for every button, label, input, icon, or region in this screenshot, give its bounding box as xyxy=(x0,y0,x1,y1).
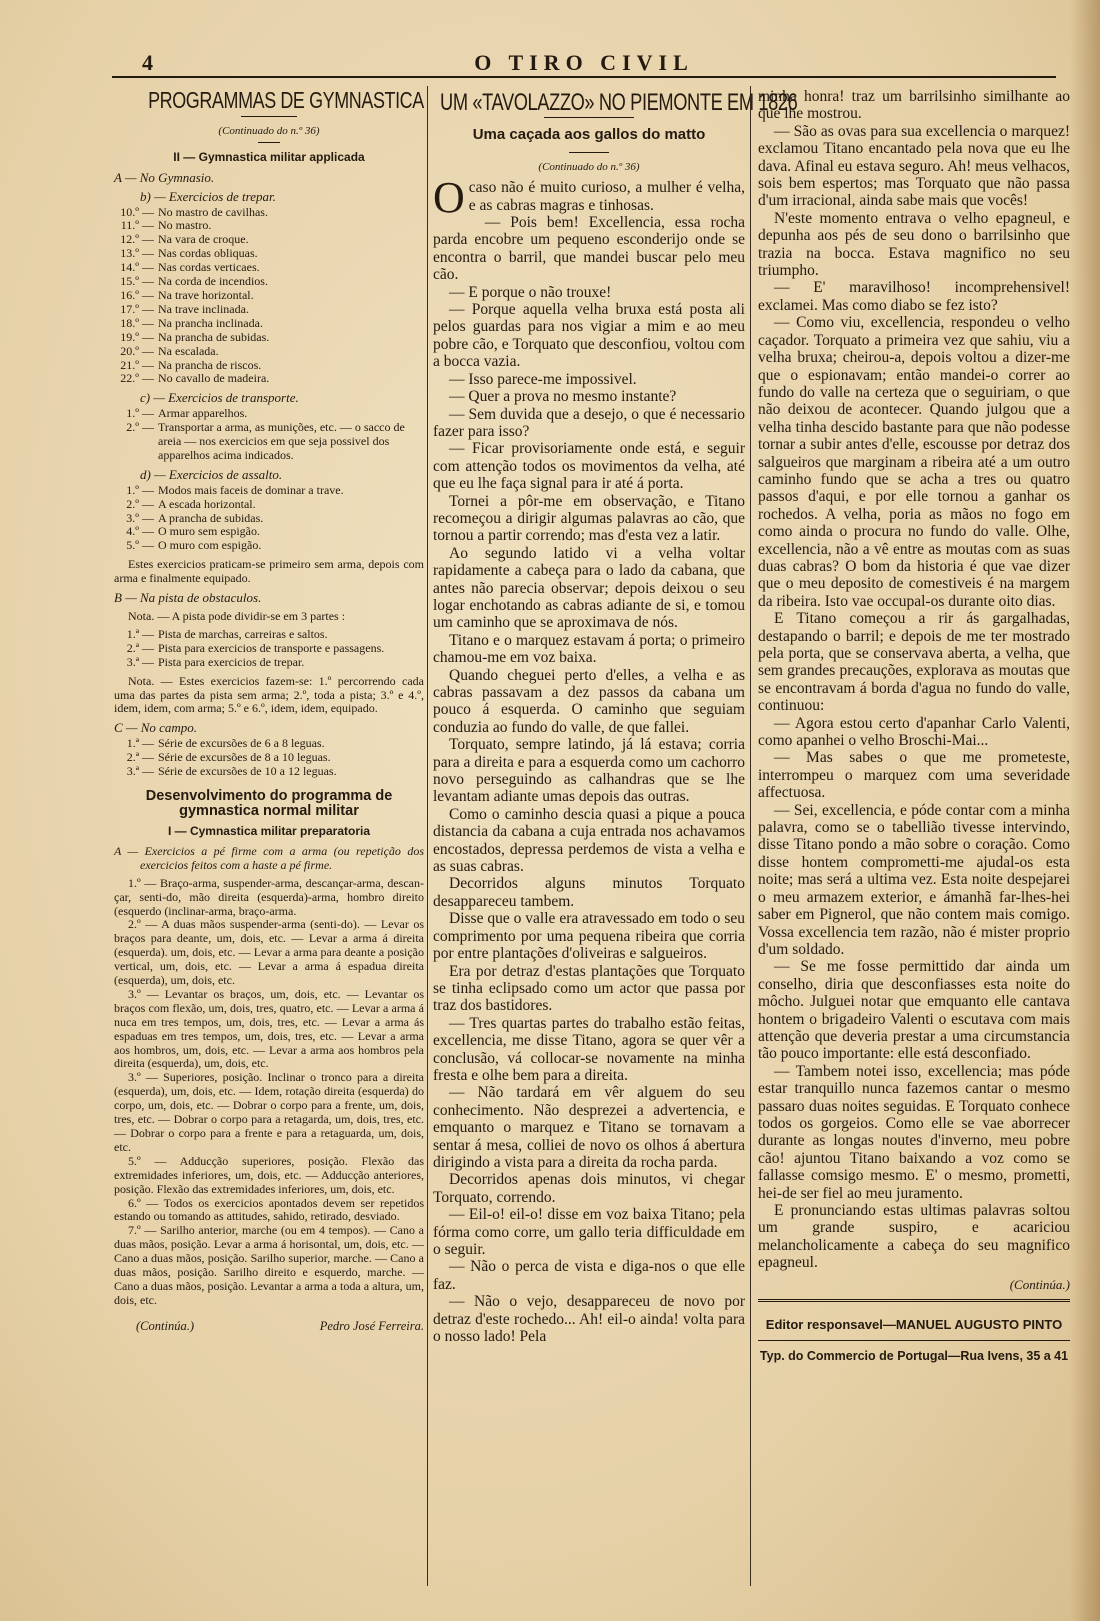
item-text: No mastro. xyxy=(158,218,212,233)
subsection-label: c) — Exercicios de transporte. xyxy=(140,390,299,406)
item-text: Pista para exercicios de trepar. xyxy=(158,654,305,669)
editor-line: Editor responsavel—MANUEL AUGUSTO PINTO xyxy=(765,1317,1063,1333)
continues-note: (Continúa.) xyxy=(136,1318,194,1333)
item-text: A prancha de subidas. xyxy=(158,510,264,525)
exercise-item xyxy=(114,737,424,751)
exercise-list xyxy=(114,206,424,387)
item-text: Nas cordas obliquas. xyxy=(158,246,258,261)
item-number: 13.º — xyxy=(120,246,154,261)
item-text: Armar apparelhos. xyxy=(158,406,248,421)
paragraph: — Não tardará em vêr alguem do seu conhecimento. Não desprezei a advertencia, e emquanto o marquez e Titano se tornavam a sentar á mesa, colliei de novo os olhos á abertura dirigindo a vista para a direita da rocha parda. xyxy=(433,1084,745,1171)
item-number: 2.º — xyxy=(126,496,154,511)
story-paragraphs xyxy=(433,173,745,1346)
item-text: A escada horizontal. xyxy=(158,496,256,511)
paragraph: — São as ovas para sua excellencia o marquez! exclamou Titano encantado pela nova que eu lhe dava. Afinal eu estava seguro. Ah! meus velhacos, sois bem espertos; mas Torquato que não passa d'um irracional, ainda sabe mais que vocês! xyxy=(758,122,1070,210)
story-paragraphs xyxy=(758,88,1070,1272)
page-number: 4 xyxy=(142,50,153,75)
item-text: Série de excursões de 8 a 10 leguas. xyxy=(158,750,331,765)
item-number: 21.º — xyxy=(120,357,154,372)
exercise-item xyxy=(114,206,424,220)
paragraph: Ao segundo latido vi a velha voltar rapidamente a cabeça para o lado da cabana, que antes não parecia observar; depois deixou o seu logar enchotando as cabras adiante de si, e tomou um caminho que se aproximava de nós. xyxy=(433,544,745,632)
item-text: No mastro de cavilhas. xyxy=(158,204,268,219)
item-number: 4.º — xyxy=(126,524,154,539)
exercise-item xyxy=(114,751,424,765)
exercise-item xyxy=(114,421,424,463)
paragraph: — E' maravilhoso! incomprehensivel! exclamei. Mas como diabo se fez isto? xyxy=(758,279,1070,314)
item-text: Na prancha inclinada. xyxy=(158,315,263,330)
paragraph: Estes exercicios praticam-se primeiro sem arma, depois com arma e finalmente equipado. xyxy=(114,557,424,586)
exercise-item xyxy=(114,331,424,345)
paragraph: Ocaso não é muito curioso, a mulher é velha, e as cabras magras e tinhosas. xyxy=(433,173,745,223)
section-label: B — Na pista de obstaculos. xyxy=(114,590,262,606)
exercise-item xyxy=(114,372,424,386)
article-heading: PROGRAMMAS DE GYMNASTICA xyxy=(148,87,424,113)
exercise-item xyxy=(114,642,424,656)
divider xyxy=(544,117,634,118)
paragraph: E Titano começou a rir ás gargalhadas, destapando o barril; e depois de me ter mostrado pela porta, que se conservava aberta, a velha, que sem grandes precauções, explorava as moutas que se encontravam á borda d'agua no fundo do valle, continuou: xyxy=(758,610,1070,715)
page-header xyxy=(112,48,1056,78)
column-rule-2 xyxy=(750,86,751,1586)
item-number: 2.ª — xyxy=(126,640,154,655)
exercise-paragraphs xyxy=(114,877,424,1308)
item-text: Pista para exercicios de transporte e passagens. xyxy=(158,640,385,655)
item-number: 16.º — xyxy=(120,287,154,302)
paragraph: N'este momento entrava o velho epagneul, e depunha aos pés de seu dono o barrilsinho que trazia na bocca. Estava magnifico no seu triumpho. xyxy=(758,209,1070,280)
divider xyxy=(258,142,280,143)
exercise-item xyxy=(114,303,424,317)
section-subheading: I — Cymnastica militar preparatoria xyxy=(167,823,371,838)
item-number: 3.ª — xyxy=(126,654,154,669)
paragraph: — Agora estou certo d'apanhar Carlo Valenti, como apanhei o velho Broschi-Mai... xyxy=(758,714,1070,750)
paragraph: 3.º — Superiores, posição. Inclinar o tronco para a direita (esquerda), um, dois, etc. — Idem, rotação direita (esquerda) do corpo, um, dois, etc. — Dobrar o corpo para a frente, um, dois, tres, etc. — Dobrar o corpo para a retagarda, um, dois, tres, etc. — Dobrar o corpo para a frente e para a retaguarda, um, dois, etc. xyxy=(114,1070,424,1154)
continued-note: (Continuado do n.º 36) xyxy=(218,124,320,137)
item-text: Modos mais faceis de dominar a trave. xyxy=(158,482,344,497)
paragraph: — Pois bem! Excellencia, essa rocha parda encobre um pequeno esconderijo onde se encontra o barril, que mandei buscar pelo meu cão. xyxy=(433,214,745,284)
exercise-item xyxy=(114,498,424,512)
item-number: 3.º — xyxy=(126,510,154,525)
section-label: A — Exercicios a pé firme com a arma (ou repetição dos exercicios feitos com a haste a pé firme. xyxy=(114,843,424,872)
paragraph: Era por detraz d'estas plantações que Torquato se tinha eclipsado como um actor que passa por traz dos bastidores. xyxy=(433,962,745,1015)
paragraph: 1.º — Braço-arma, suspender-arma, descançar-arma, descan-çar, senti-do, mão direita (esquerda)-arma, hombro direito (esquerdo (inclinar-arma, braço-arma. xyxy=(114,875,424,918)
exercise-item xyxy=(114,359,424,373)
paragraph: — Isso parece-me impossivel. xyxy=(449,370,637,388)
paragraph: — Não o vejo, desappareceu de novo por detraz d'este rochedo... Ah! eil-o ainda! volta para o nosso lado! Pela xyxy=(433,1293,745,1346)
item-text: Na prancha de riscos. xyxy=(158,357,262,372)
paragraph: — Eil-o! eil-o! disse em voz baixa Titano; pela fórma como corre, um gallo teria difficuldade em o seguir. xyxy=(433,1206,745,1258)
paragraph: — Tambem notei isso, excellencia; mas póde estar tranquillo nunca fazemos cantar o mesmo passaro duas noites seguidas. E Torquato conhece todos os gorgeios. Como elle se vae aborrecer durante as longas noutes d'inverno, meu pobre cão! ajuntou Titano baixando a voz como se fallasse comsigo mesmo. E' o mesmo, prometti, hei-de ser fiel ao meu juramento. xyxy=(758,1062,1070,1202)
article-subheading: Uma caçada aos gallos do matto xyxy=(472,126,706,144)
exercise-item xyxy=(114,219,424,233)
item-text: Na corda de incendios. xyxy=(158,274,268,289)
column-rule-1 xyxy=(427,86,428,1586)
note: Nota. — Estes exercicios fazem-se: 1.º percorrendo cada uma das partes da pista sem arma; 2.º, toda a pista; 3.º e 4.º, idem, idem, com arma; 5.º e 6.º, idem, idem, equipado. xyxy=(114,673,424,716)
exercise-item xyxy=(114,275,424,289)
paragraph: Torquato, sempre latindo, já lá estava; corria para a direita e para a esquerda como um cachorro novo perseguindo as calhandras que se lhe levantam adiante umas depois das outras. xyxy=(433,736,745,806)
exercise-item xyxy=(114,345,424,359)
item-number: 1.º — xyxy=(126,406,154,421)
paragraph: — Se me fosse permittido dar ainda um conselho, diria que desconfiasses esta noite do môcho. Julguei notar que emquanto elle cantava hontem o brigadeiro Valenti o escutava com mais attenção que deveria prestar a uma circumstancia tão pouco importante: elle está desconfiado. xyxy=(758,958,1070,1063)
exercise-item xyxy=(114,407,424,421)
item-number: 2.ª — xyxy=(126,750,154,765)
paragraph: Decorridos alguns minutos Torquato desappareceu tambem. xyxy=(433,875,745,910)
subsection-label: b) — Exercicios de trepar. xyxy=(140,188,276,204)
item-text: Na trave horizontal. xyxy=(158,287,254,302)
paragraph: — Ficar provisoriamente onde está, e seguir com attenção todos os movimentos da velha, até que eu lhe faça signal para ir até á porta. xyxy=(433,440,745,493)
paragraph: Titano e o marquez estavam á porta; o primeiro chamou-me em voz baixa. xyxy=(433,631,745,667)
item-number: 11.º — xyxy=(120,218,154,233)
note: Nota. — A pista pode dividir-se em 3 partes : xyxy=(128,609,346,623)
column-tavolazzo xyxy=(433,88,798,1346)
item-text: Transportar a arma, as munições, etc. — o sacco de areia — nos exercicios em que seja possivel dos apparelhos acima indicados. xyxy=(158,420,405,462)
column-tavolazzo-continued xyxy=(758,88,1070,1371)
page-edge-shadow xyxy=(1070,0,1100,1621)
section-subheading: II — Gymnastica militar applicada xyxy=(173,149,365,164)
exercise-item xyxy=(114,484,424,498)
continues-note: (Continúa.) xyxy=(1009,1276,1070,1292)
paragraph: 2.º — A duas mãos suspender-arma (senti-do). — Levar os braços para deante, um, dois, etc. — Levar a arma á direita (esquerda). um, dois, etc. — Levar a arma para deante a posição vertical, um, dois, etc. — Levar a arma á espadua direita (esquerda), um, dois, etc. xyxy=(114,917,424,988)
section-subheading: Desenvolvimento do programma de gymnastica normal militar xyxy=(145,787,393,819)
section-label: C — No campo. xyxy=(114,720,198,736)
item-number: 17.º — xyxy=(120,301,154,316)
item-number: 19.º — xyxy=(120,329,154,344)
section-label: A — No Gymnasio. xyxy=(114,169,215,185)
paragraph: 5.º — Adducção superiores, posição. Flexão das extremidades inferiores, um, dois, etc. — Adducção anteriores, posição. Flexão das extremidades inferiores, um, dois, etc. xyxy=(114,1153,424,1196)
item-number: 1.º — xyxy=(126,482,154,497)
item-number: 1.ª — xyxy=(126,736,154,751)
paragraph: — Não o perca de vista e diga-nos o que elle faz. xyxy=(433,1258,745,1293)
item-text: Na vara de croque. xyxy=(158,232,249,247)
continued-note: (Continuado do n.º 36) xyxy=(538,160,640,173)
divider xyxy=(569,152,609,153)
exercise-item xyxy=(114,261,424,275)
exercise-list xyxy=(114,737,424,779)
exercise-item xyxy=(114,525,424,539)
exercise-list xyxy=(114,484,424,554)
paragraph: Tornei a pôr-me em observação, e Titano recomeçou a dirigir algumas palavras ao cão, que tornou a partir correndo; mas d'esta vez a latir. xyxy=(433,492,745,545)
item-text: Pista de marchas, carreiras e saltos. xyxy=(158,626,328,641)
paragraph: Como o caminho descia quasi a pique a pouca distancia da cabana a cuja entrada nos achavamos encostados, depressa perdemos de vista a velha e as suas cabras. xyxy=(433,805,745,876)
item-number: 2.º — xyxy=(126,420,154,435)
paragraph: 3.º — Levantar os braços, um, dois, etc. — Levantar os braços com flexão, um, dois, tres, quatro, etc. — Levar a arma á nuca em tres tempos, um, dois, tres, etc. — Levar a arma ás espaduas em tres tempos, um, dois, tres, etc. — Levar a arma aos hombros, um, dois, etc. — Levar a arma aos hombros pela direita (esquerda), um, dois, etc. xyxy=(114,986,424,1071)
item-text: Na trave inclinada. xyxy=(158,301,249,316)
subsection-label: d) — Exercicios de assalto. xyxy=(140,466,283,482)
exercise-item xyxy=(114,289,424,303)
exercise-item xyxy=(114,317,424,331)
item-text: O muro sem espigão. xyxy=(158,524,260,539)
exercise-list xyxy=(114,407,424,463)
paragraph: — Tres quartas partes do trabalho estão feitas, excellencia, me disse Titano, agora se quer vêr a conclusão, vá collocar-se novamente na minha fresta e olhe bem para a direita. xyxy=(433,1014,745,1084)
printer-line: Typ. do Commercio de Portugal—Rua Ivens, 35 a 41 xyxy=(758,1340,1070,1371)
exercise-item xyxy=(114,233,424,247)
paragraph: — E porque o não trouxe! xyxy=(449,283,612,301)
item-number: 10.º — xyxy=(120,204,154,219)
item-text: No cavallo de madeira. xyxy=(158,371,270,386)
item-text: Nas cordas verticaes. xyxy=(158,260,260,275)
paragraph: Quando cheguei perto d'elles, a velha e as cabras passavam a dez passos da cabana um pouco á esquerda. O caminho que seguiam conduzia ao fundo do valle, de que fallei. xyxy=(433,666,745,736)
paragraph: — Mas sabes o que me prometeste, interrompeu o marquez com uma severidade affectuosa. xyxy=(758,749,1070,802)
masthead: O TIRO CIVIL xyxy=(474,50,694,75)
item-number: 20.º — xyxy=(120,343,154,358)
divider xyxy=(241,116,297,117)
item-text: Série de excursões de 6 a 8 leguas. xyxy=(158,736,325,751)
paragraph: — Como viu, excellencia, respondeu o velho caçador. Torquato a primeira vez que sahiu, viu a velha bruxa; cheirou-a, depois voltou a dizer-me que o espionavam; então mandei-o correr ao fundo do valle na certeza que o seguiriam, o que não deixou de acontecer. Quando julgou que a velha tinha descido bastante para que não podesse tornar a subir antes d'elle, escousse por detraz dos salgueiros que marginam a ribeira até a um outro caminho fundo que se acha a tres ou quatro passos d'aqui, e por elle tornou a ganhar os rochedos. A velha, poria as mãos no fogo em como ainda o procura no fundo do valle. Olhe, excellencia, não a vê entre as moutas com as suas duas cabras? O bom da historia é que vae dizer que o meu deposito de comestiveis é na margem da ribeira. Isto vae occupal-os durante oito dias. xyxy=(758,314,1070,610)
item-number: 1.ª — xyxy=(126,626,154,641)
exercise-item xyxy=(114,628,424,642)
exercise-item xyxy=(114,656,424,670)
item-number: 15.º — xyxy=(120,274,154,289)
item-number: 12.º — xyxy=(120,232,154,247)
item-text: Série de excursões de 10 a 12 leguas. xyxy=(158,764,337,779)
exercise-item xyxy=(114,247,424,261)
paragraph: — Quer a prova no mesmo instante? xyxy=(449,388,677,406)
author-signature: Pedro José Ferreira. xyxy=(319,1318,424,1333)
exercise-item xyxy=(114,512,424,526)
item-text: Na prancha de subidas. xyxy=(158,329,270,344)
article-heading: UM «TAVOLAZZO» NO PIEMONTE EM 1826 xyxy=(440,89,798,116)
item-text: O muro com espigão. xyxy=(158,538,262,553)
paragraph: E pronunciando estas ultimas palavras soltou um grande suspiro, e acariciou melancholicamente a cabeça do seu magnifico epagneul. xyxy=(758,1202,1070,1272)
colophon xyxy=(758,1299,1070,1371)
paragraph: Disse que o valle era atravessado em todo o seu comprimento por uma pequena ribeira que corria por entre plantações d'oliveiras e salgueiros. xyxy=(433,910,745,963)
column-gymnastics xyxy=(114,88,424,1334)
item-number: 22.º — xyxy=(120,371,154,386)
paragraph: — Sei, excellencia, e póde contar com a minha palavra, como se o tabellião tivesse intervindo, disse Titano pondo a mão sobre o coração. Como disse hontem comprometti-me ajudal-os esta noite; mas será a ultima vez. Esta noite despejarei o meu armazem exterior, e ámanhã far-lhes-hei saber em Pignerol, que não contem mais comigo. Vossa excellencia tem razão, não é mister proprio d'um soldado. xyxy=(758,801,1070,958)
drop-cap: O xyxy=(433,173,465,223)
item-text: Na escalada. xyxy=(158,343,219,358)
paragraph: minha honra! traz um barrilsinho similhante ao que lhe mostrou. xyxy=(758,88,1070,123)
paragraph: 6.º — Todos os exercicios apontados devem ser repetidos estando ou tomando as attitudes, sahido, retirado, desviado. xyxy=(114,1195,424,1224)
paragraph: Decorridos apenas dois minutos, vi chegar Torquato, correndo. xyxy=(433,1171,745,1206)
item-number: 14.º — xyxy=(120,260,154,275)
exercise-list xyxy=(114,628,424,670)
exercise-item xyxy=(114,765,424,779)
item-number: 3.ª — xyxy=(126,764,154,779)
item-number: 18.º — xyxy=(120,315,154,330)
item-number: 5.º — xyxy=(126,538,154,553)
paragraph: 7.º — Sarilho anterior, marche (ou em 4 tempos). — Cano a duas mãos, posição. Levar a arma á horisontal, um, dois, etc. — Cano a duas mãos, posição. Sarilho superior, marche. — Cano a duas mãos, posição. Sarilho direito e esquerdo, marche. — Cano a duas mãos, posição. Levantar a arma a toda a altura, um, dois, etc. xyxy=(114,1223,424,1307)
paragraph: — Sem duvida que a desejo, o que é necessario fazer para isso? xyxy=(433,405,745,440)
paragraph: — Porque aquella velha bruxa está posta ali pelos guardas para nos vigiar a mim e ao meu pobre cão, e Torquato que desconfiou, voltou com a bocca vazia. xyxy=(433,301,745,371)
exercise-item xyxy=(114,539,424,553)
